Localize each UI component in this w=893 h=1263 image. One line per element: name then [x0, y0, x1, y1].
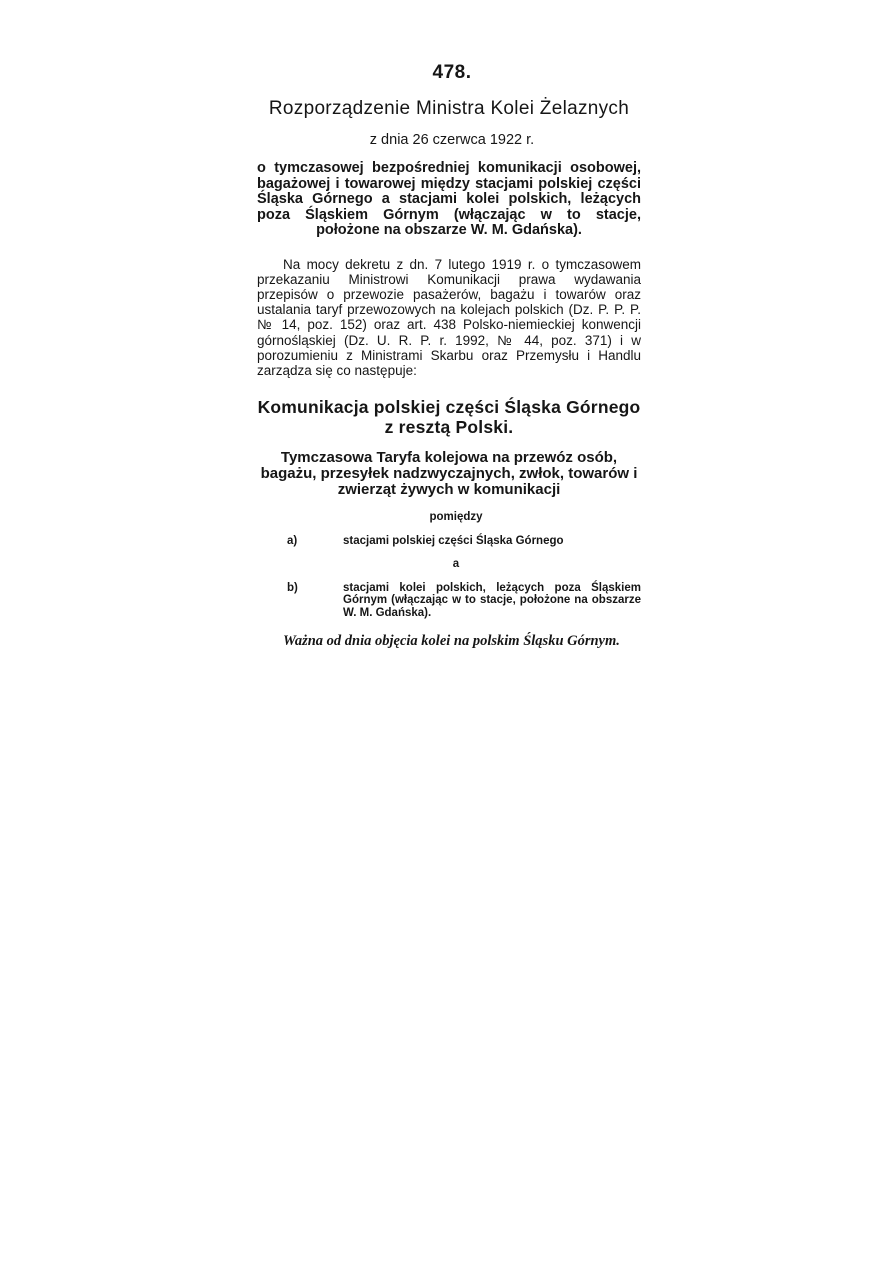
section-heading: Komunikacja polskiej części Śląska Górnego z resztą Polski.	[257, 397, 641, 437]
validity-note: Ważna od dnia objęcia kolei na polskim Śląsku Górnym.	[283, 633, 620, 650]
between-label: pomiędzy	[429, 511, 483, 524]
list-item	[257, 535, 641, 548]
tariff-title: Tymczasowa Taryfa kolejowa na przewóz osób, bagażu, przesyłek nadzwyczajnych, zwłok, towarów i zwierząt żywych w komunikacji	[260, 449, 638, 499]
decree-title: Rozporządzenie Ministra Kolei Żelaznych	[268, 98, 630, 119]
list-item	[257, 582, 641, 620]
list-item-text: stacjami polskiej części Śląska Górnego	[343, 535, 564, 548]
list-item-letter: a)	[287, 535, 298, 548]
document-page	[257, 62, 641, 650]
conjunction-label: a	[452, 557, 460, 570]
page-number: 478.	[432, 62, 472, 83]
decree-date: z dnia 26 czerwca 1922 r.	[369, 132, 535, 148]
decree-body-paragraph: Na mocy dekretu z dn. 7 lutego 1919 r. o tymczasowem przekazaniu Ministrowi Komunikacji prawa wydawania przepisów o przewozie pasażerów, bagażu i towarów oraz ustalania taryf przewozowych na kolejach polskich (Dz. P. P. P. № 14, poz. 152) oraz art. 438 Polsko-niemieckiej konwencji górnośląskiej (Dz. U. R. P. r. 1992, № 44, poz. 371) i w porozumieniu z Ministrami Skarbu oraz Przemysłu i Handlu zarządza się co następuje:	[257, 256, 641, 378]
list-item-text: stacjami kolei polskich, leżących poza Śląskiem Górnym (włączając w to stacje, położone na obszarze W. M. Gdańska).	[343, 581, 641, 619]
list-item-letter: b)	[287, 581, 298, 594]
decree-subject: o tymczasowej bezpośredniej komunikacji osobowej, bagażowej i towarowej między stacjami polskiej części Śląska Górnego a stacjami kolei polskich, leżących poza Śląskiem Górnym (włączając w to stacje, położone na obszarze W. M. Gdańska).	[257, 160, 641, 238]
